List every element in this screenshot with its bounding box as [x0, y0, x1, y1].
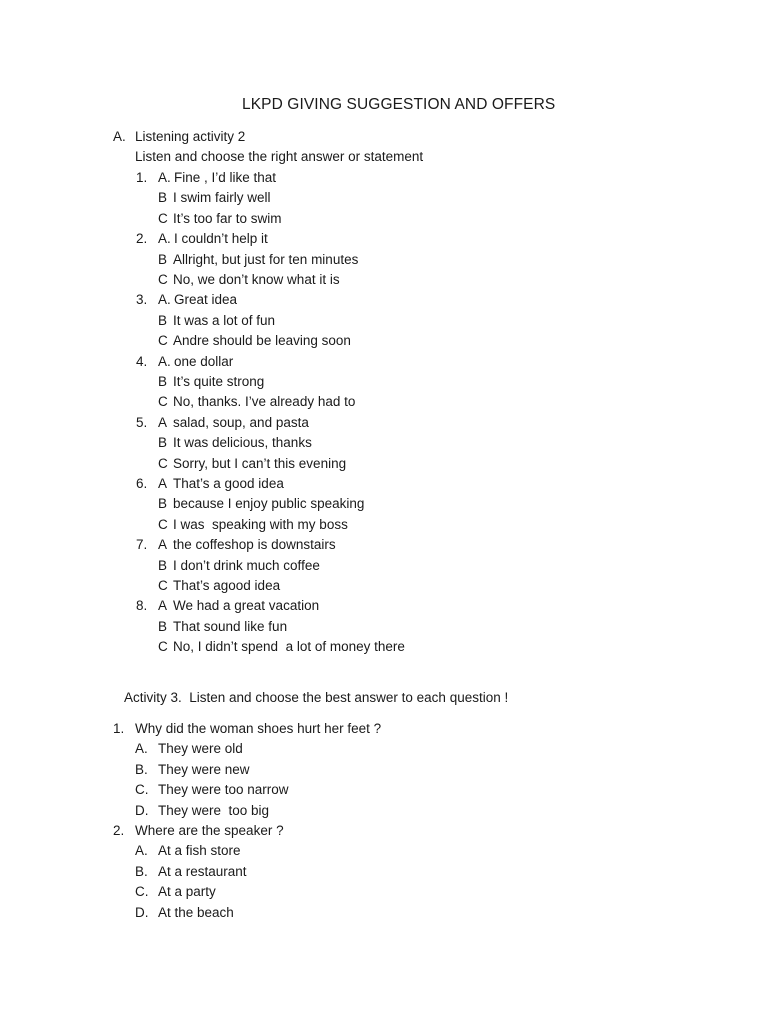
option-text: Fine , I’d like that — [174, 170, 277, 185]
option-letter: A — [158, 598, 168, 613]
option-letter: A — [158, 415, 168, 430]
answer-letter: D. — [135, 905, 149, 920]
option-letter: A. — [158, 292, 171, 307]
option-letter: C — [158, 456, 168, 471]
item-number: 6. — [136, 476, 148, 491]
activity3-heading: Activity 3. Listen and choose the best answer to each question ! — [124, 690, 509, 705]
option-text: I was speaking with my boss — [173, 517, 348, 532]
answer-letter: C. — [135, 782, 149, 797]
option-letter: C — [158, 333, 168, 348]
option-text: Sorry, but I can’t this evening — [173, 456, 347, 471]
option-letter: B — [158, 252, 168, 267]
option-letter: A. — [158, 231, 171, 246]
option-letter: B — [158, 435, 168, 450]
option-letter: A. — [158, 170, 171, 185]
option-letter: B — [158, 496, 168, 511]
item-number: 7. — [136, 537, 148, 552]
option-text: No, I didn’t spend a lot of money there — [173, 639, 405, 654]
answer-text: At the beach — [158, 905, 234, 920]
option-text: No, we don’t know what it is — [173, 272, 340, 287]
option-text: That’s agood idea — [173, 578, 281, 593]
option-letter: B — [158, 190, 168, 205]
answer-letter: D. — [135, 803, 149, 818]
question-text: Why did the woman shoes hurt her feet ? — [135, 721, 382, 736]
item-number: 5. — [136, 415, 148, 430]
section-a-marker: A. — [113, 129, 126, 144]
option-letter: A — [158, 476, 168, 491]
option-letter: A — [158, 537, 168, 552]
answer-text: They were new — [158, 762, 250, 777]
option-text: Great idea — [174, 292, 238, 307]
answer-text: They were too narrow — [158, 782, 289, 797]
option-text: We had a great vacation — [173, 598, 320, 613]
option-text: It was a lot of fun — [173, 313, 276, 328]
answer-text: At a party — [158, 884, 216, 899]
option-text: Allright, but just for ten minutes — [173, 252, 359, 267]
option-letter: B — [158, 619, 168, 634]
answer-text: They were old — [158, 741, 243, 756]
option-text: salad, soup, and pasta — [173, 415, 309, 430]
option-text: Andre should be leaving soon — [173, 333, 351, 348]
answer-letter: B. — [135, 762, 148, 777]
option-text: one dollar — [174, 354, 234, 369]
option-text: It’s quite strong — [173, 374, 265, 389]
option-text: It’s too far to swim — [173, 211, 282, 226]
option-letter: C — [158, 639, 168, 654]
section-a-heading: Listening activity 2 — [135, 129, 246, 144]
option-letter: B — [158, 558, 168, 573]
option-letter: B — [158, 313, 168, 328]
option-letter: C — [158, 578, 168, 593]
option-text: I don’t drink much coffee — [173, 558, 320, 573]
answer-text: At a restaurant — [158, 864, 247, 879]
option-letter: C — [158, 272, 168, 287]
question-text: Where are the speaker ? — [135, 823, 284, 838]
item-number: 3. — [136, 292, 148, 307]
item-number: 8. — [136, 598, 148, 613]
option-letter: C — [158, 211, 168, 226]
section-a-instruction: Listen and choose the right answer or statement — [135, 149, 424, 164]
option-letter: C — [158, 394, 168, 409]
answer-text: At a fish store — [158, 843, 241, 858]
answer-letter: A. — [135, 843, 148, 858]
question-number: 1. — [113, 721, 125, 736]
option-letter: B — [158, 374, 168, 389]
answer-letter: A. — [135, 741, 148, 756]
answer-letter: B. — [135, 864, 148, 879]
option-text: because I enjoy public speaking — [173, 496, 365, 511]
option-text: the coffeshop is downstairs — [173, 537, 336, 552]
option-text: I swim fairly well — [173, 190, 271, 205]
option-text: That’s a good idea — [173, 476, 284, 491]
page-title: LKPD GIVING SUGGESTION AND OFFERS — [242, 96, 556, 113]
option-text: No, thanks. I’ve already had to — [173, 394, 356, 409]
option-letter: A. — [158, 354, 171, 369]
option-text: It was delicious, thanks — [173, 435, 312, 450]
answer-text: They were too big — [158, 803, 270, 818]
question-number: 2. — [113, 823, 125, 838]
option-text: I couldn’t help it — [174, 231, 268, 246]
item-number: 4. — [136, 354, 148, 369]
answer-letter: C. — [135, 884, 149, 899]
option-text: That sound like fun — [173, 619, 288, 634]
item-number: 1. — [136, 170, 148, 185]
item-number: 2. — [136, 231, 148, 246]
option-letter: C — [158, 517, 168, 532]
